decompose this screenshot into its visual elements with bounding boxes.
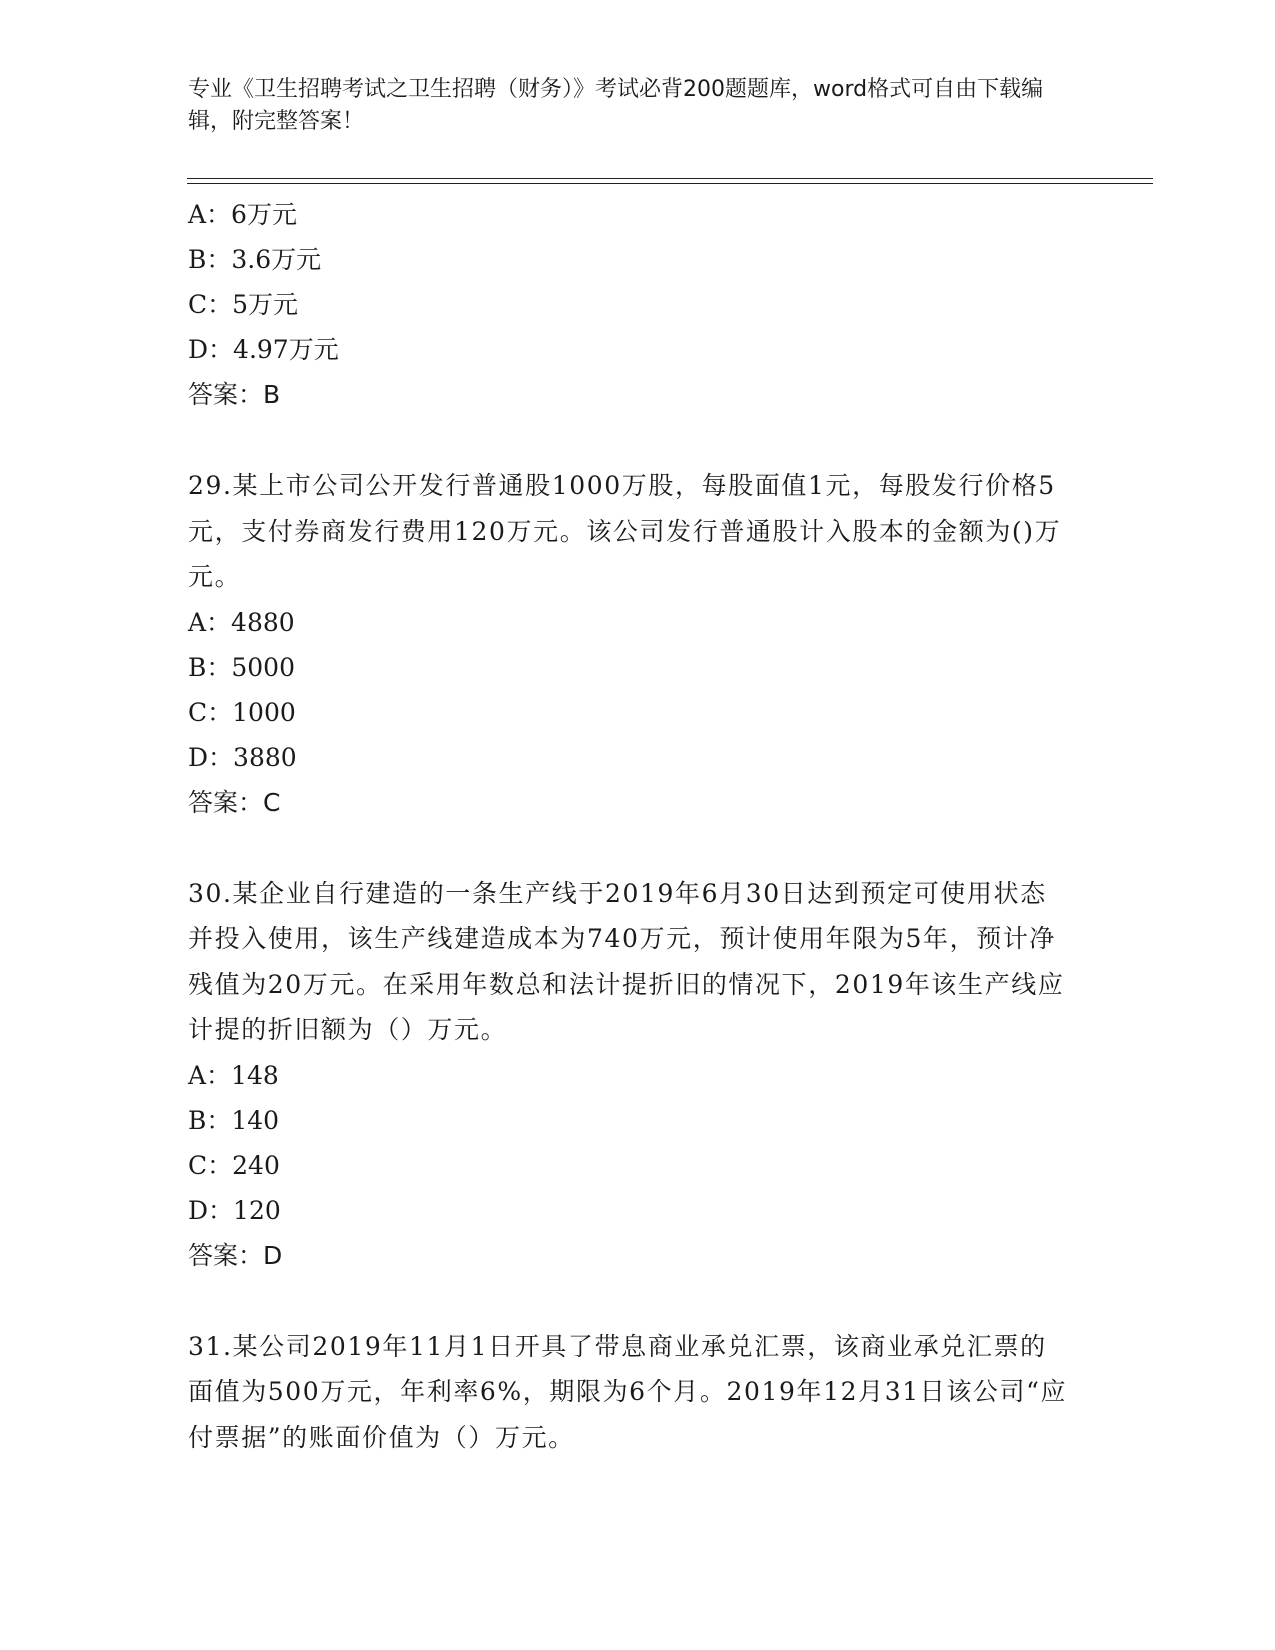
question-31-text: 31.某公司2019年11月1日开具了带息商业承兑汇票，该商业承兑汇票的面值为500万元，年利率6%，期限为6个月。2019年12月31日该公司“应付票据”的账面价值为（）万元。 [188, 1331, 1068, 1452]
option-d: D：120 [188, 1195, 281, 1225]
answer-28: 答案：B [188, 380, 281, 409]
option-c: C：1000 [188, 697, 296, 727]
option-c: C：240 [188, 1150, 280, 1180]
option-c: C：5万元 [188, 290, 299, 319]
question-29-options [188, 600, 1068, 780]
answer-29: 答案：C [188, 787, 281, 817]
option-b: B：3.6万元 [188, 245, 322, 274]
header-divider-top [187, 178, 1153, 179]
option-a: A：4880 [188, 607, 295, 637]
option-d: D：3880 [188, 742, 297, 772]
question-29-text: 29.某上市公司公开发行普通股1000万股，每股面值1元，每股发行价格5元，支付券商发行费用120万元。该公司发行普通股计入股本的金额为()万元。 [188, 471, 1062, 591]
option-a: A：148 [188, 1060, 279, 1090]
question-30-options [188, 1053, 1068, 1233]
option-b: B：5000 [188, 652, 295, 682]
question-content [188, 192, 1068, 1460]
option-b: B：140 [188, 1105, 280, 1135]
answer-30: 答案：D [188, 1240, 283, 1270]
option-a: A：6万元 [188, 200, 297, 229]
header-divider-bottom [187, 183, 1153, 184]
document-header: 专业《卫生招聘考试之卫生招聘（财务）》考试必背200题题库，word格式可自由下载编辑，附完整答案！ [188, 77, 1044, 134]
option-d: D：4.97万元 [188, 335, 339, 364]
question-28-options [188, 192, 1068, 372]
question-30-text: 30.某企业自行建造的一条生产线于2019年6月30日达到预定可使用状态并投入使用，该生产线建造成本为740万元，预计使用年限为5年，预计净残值为20万元。在采用年数总和法计提折旧的情况下，2019年该生产线应计提的折旧额为（）万元。 [188, 878, 1065, 1044]
